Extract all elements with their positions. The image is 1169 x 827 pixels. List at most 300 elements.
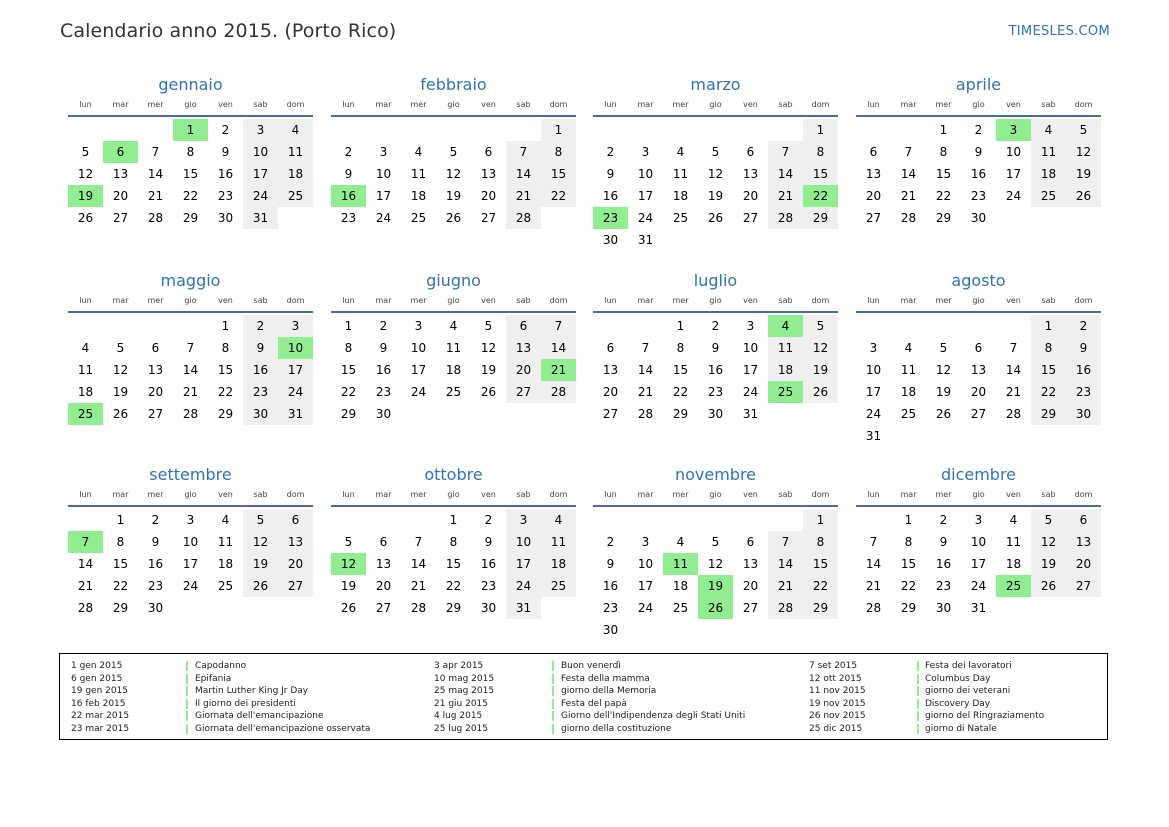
day-cell: 2 xyxy=(151,513,160,527)
day-cell: 5 xyxy=(1066,119,1101,141)
day-cell: 25 xyxy=(541,575,576,597)
day-cell: 5 xyxy=(484,319,493,333)
weekday-header xyxy=(856,98,1101,112)
day-cell: 30 xyxy=(147,601,164,615)
day-cell-empty xyxy=(506,119,541,141)
weekday-label: mar xyxy=(375,490,392,499)
weekday-label: sab xyxy=(516,296,531,305)
legend-holiday-name: giorno di Natale xyxy=(925,723,997,734)
month-gennaio xyxy=(68,74,313,229)
day-grid xyxy=(68,119,313,229)
day-cell-empty xyxy=(628,509,663,531)
weekday-label: mer xyxy=(935,296,952,305)
day-cell-empty xyxy=(471,119,506,141)
day-cell: 23 xyxy=(243,381,278,403)
day-cell: 30 xyxy=(970,211,987,225)
day-cell: 24 xyxy=(742,385,759,399)
day-cell: 19 xyxy=(803,359,838,381)
weekday-label: sab xyxy=(778,490,793,499)
day-cell: 6 xyxy=(606,341,615,355)
day-cell: 18 xyxy=(672,189,689,203)
day-cell: 23 xyxy=(480,579,497,593)
holiday-legend xyxy=(59,653,1108,740)
day-cell: 26 xyxy=(1031,575,1066,597)
day-cell-empty xyxy=(768,509,803,531)
day-cell: 7 xyxy=(186,341,195,355)
day-cell: 10 xyxy=(742,341,759,355)
weekday-label: sab xyxy=(253,296,268,305)
day-cell: 22 xyxy=(217,385,234,399)
weekday-label: mar xyxy=(637,296,654,305)
day-cell-empty xyxy=(856,315,891,337)
day-cell: 29 xyxy=(1031,403,1066,425)
day-cell: 17 xyxy=(375,189,392,203)
weekday-label: dom xyxy=(811,296,830,305)
weekday-label: gio xyxy=(184,296,197,305)
day-cell: 20 xyxy=(480,189,497,203)
legend-date: 22 mar 2015 xyxy=(71,711,130,722)
day-cell: 28 xyxy=(637,407,654,421)
day-cell: 4 xyxy=(1031,119,1066,141)
day-cell: 14 xyxy=(1005,363,1022,377)
holiday-marker xyxy=(917,686,919,696)
day-cell-empty xyxy=(68,315,103,337)
day-cell: 15 xyxy=(803,553,838,575)
day-cell: 3 xyxy=(379,145,388,159)
day-cell: 11 xyxy=(1031,141,1066,163)
day-cell: 19 xyxy=(1031,553,1066,575)
day-cell-holiday: 25 xyxy=(768,381,803,403)
month-dicembre xyxy=(856,464,1101,619)
weekday-label: gio xyxy=(709,296,722,305)
day-cell: 20 xyxy=(147,385,164,399)
day-cell: 25 xyxy=(672,211,689,225)
day-cell: 2 xyxy=(243,315,278,337)
weekday-label: mer xyxy=(410,296,427,305)
day-cell: 21 xyxy=(900,189,917,203)
month-luglio xyxy=(593,270,838,425)
day-cell: 7 xyxy=(768,531,803,553)
day-cell: 12 xyxy=(112,363,129,377)
weekday-label: mar xyxy=(900,296,917,305)
day-cell: 22 xyxy=(112,579,129,593)
weekday-label: dom xyxy=(1074,296,1093,305)
day-cell: 23 xyxy=(602,601,619,615)
day-cell: 8 xyxy=(221,341,230,355)
day-cell: 13 xyxy=(506,337,541,359)
weekday-header xyxy=(331,98,576,112)
weekday-label: lun xyxy=(342,100,355,109)
day-cell: 7 xyxy=(506,141,541,163)
day-cell: 17 xyxy=(1005,167,1022,181)
day-cell: 20 xyxy=(970,385,987,399)
legend-date: 12 ott 2015 xyxy=(809,673,862,684)
day-cell: 8 xyxy=(449,535,458,549)
day-cell: 9 xyxy=(221,145,230,159)
month-divider xyxy=(593,311,838,313)
day-cell: 3 xyxy=(506,509,541,531)
legend-date: 21 giu 2015 xyxy=(434,698,488,709)
day-cell: 22 xyxy=(935,189,952,203)
day-cell: 26 xyxy=(803,381,838,403)
holiday-marker xyxy=(917,724,919,734)
weekday-label: ven xyxy=(1006,100,1021,109)
day-cell: 15 xyxy=(1031,359,1066,381)
day-cell: 27 xyxy=(147,407,164,421)
day-grid xyxy=(593,315,838,425)
day-cell: 22 xyxy=(900,579,917,593)
weekday-label: gio xyxy=(972,490,985,499)
day-cell: 19 xyxy=(112,385,129,399)
weekday-label: lun xyxy=(342,490,355,499)
day-cell: 20 xyxy=(1066,553,1101,575)
day-cell: 11 xyxy=(541,531,576,553)
day-cell: 4 xyxy=(676,145,685,159)
day-cell: 13 xyxy=(742,167,759,181)
day-cell: 16 xyxy=(243,359,278,381)
day-cell: 7 xyxy=(869,535,878,549)
weekday-label: dom xyxy=(549,490,568,499)
day-cell: 5 xyxy=(1031,509,1066,531)
day-cell: 14 xyxy=(541,337,576,359)
day-cell: 11 xyxy=(900,363,917,377)
month-giugno xyxy=(331,270,576,425)
weekday-header xyxy=(593,488,838,502)
day-cell: 13 xyxy=(1066,531,1101,553)
day-cell: 20 xyxy=(865,189,882,203)
day-cell: 28 xyxy=(506,207,541,229)
day-cell: 8 xyxy=(803,531,838,553)
weekday-label: dom xyxy=(1074,490,1093,499)
month-divider xyxy=(593,115,838,117)
weekday-label: mer xyxy=(410,490,427,499)
legend-date: 25 lug 2015 xyxy=(434,723,488,734)
day-cell: 14 xyxy=(77,557,94,571)
day-cell-empty xyxy=(138,119,173,141)
day-cell: 28 xyxy=(1005,407,1022,421)
day-cell: 17 xyxy=(243,163,278,185)
day-cell: 2 xyxy=(974,123,983,137)
day-cell: 27 xyxy=(112,211,129,225)
weekday-label: mar xyxy=(375,296,392,305)
day-grid xyxy=(331,119,576,229)
day-cell: 16 xyxy=(1066,359,1101,381)
month-aprile xyxy=(856,74,1101,229)
legend-row xyxy=(60,660,1107,673)
legend-date: 19 gen 2015 xyxy=(71,686,129,697)
day-cell: 26 xyxy=(707,211,724,225)
day-cell-empty xyxy=(366,509,401,531)
day-cell: 21 xyxy=(768,575,803,597)
weekday-header xyxy=(331,488,576,502)
day-cell-empty xyxy=(138,315,173,337)
weekday-label: sab xyxy=(516,100,531,109)
day-cell: 24 xyxy=(410,385,427,399)
legend-date: 23 mar 2015 xyxy=(71,723,130,734)
legend-holiday-name: Columbus Day xyxy=(925,673,991,684)
weekday-label: lun xyxy=(79,296,92,305)
day-cell: 19 xyxy=(1066,163,1101,185)
day-cell: 22 xyxy=(541,185,576,207)
day-cell-empty xyxy=(628,315,663,337)
legend-date: 16 feb 2015 xyxy=(71,698,126,709)
day-cell: 23 xyxy=(375,385,392,399)
day-cell: 17 xyxy=(410,363,427,377)
day-cell: 27 xyxy=(278,575,313,597)
day-cell: 12 xyxy=(707,557,724,571)
day-cell: 6 xyxy=(506,315,541,337)
day-cell: 8 xyxy=(803,141,838,163)
day-cell: 9 xyxy=(606,167,615,181)
month-divider xyxy=(856,505,1101,507)
day-cell: 8 xyxy=(904,535,913,549)
day-cell: 21 xyxy=(147,189,164,203)
day-cell: 20 xyxy=(112,189,129,203)
day-cell: 12 xyxy=(1066,141,1101,163)
month-name: settembre xyxy=(149,465,232,484)
legend-row xyxy=(60,723,1107,736)
day-cell: 2 xyxy=(221,123,230,137)
day-cell: 3 xyxy=(243,119,278,141)
day-cell: 7 xyxy=(541,315,576,337)
day-cell: 29 xyxy=(182,211,199,225)
weekday-label: ven xyxy=(481,490,496,499)
day-cell: 30 xyxy=(1066,403,1101,425)
day-cell: 9 xyxy=(1066,337,1101,359)
weekday-label: mer xyxy=(935,490,952,499)
legend-date: 26 nov 2015 xyxy=(809,711,866,722)
weekday-label: mar xyxy=(375,100,392,109)
weekday-header xyxy=(856,294,1101,308)
day-cell: 27 xyxy=(375,601,392,615)
day-cell: 28 xyxy=(182,407,199,421)
day-cell-holiday: 26 xyxy=(698,597,733,619)
day-cell: 19 xyxy=(243,553,278,575)
day-cell: 1 xyxy=(541,119,576,141)
weekday-label: gio xyxy=(972,100,985,109)
day-cell-empty xyxy=(593,509,628,531)
month-name: maggio xyxy=(160,271,221,290)
day-cell: 23 xyxy=(340,211,357,225)
day-grid xyxy=(68,509,313,619)
day-cell: 31 xyxy=(637,233,654,247)
day-cell: 4 xyxy=(904,341,913,355)
day-cell-holiday: 19 xyxy=(698,575,733,597)
day-cell: 14 xyxy=(147,167,164,181)
day-cell: 20 xyxy=(278,553,313,575)
day-cell: 10 xyxy=(865,363,882,377)
weekday-label: mer xyxy=(147,490,164,499)
day-cell-empty xyxy=(926,315,961,337)
day-cell: 10 xyxy=(243,141,278,163)
day-cell-empty xyxy=(593,315,628,337)
day-cell: 23 xyxy=(147,579,164,593)
day-cell: 16 xyxy=(602,189,619,203)
legend-holiday-name: Epifania xyxy=(195,673,232,684)
day-cell: 6 xyxy=(151,341,160,355)
day-cell: 31 xyxy=(865,429,882,443)
day-cell: 29 xyxy=(217,407,234,421)
weekday-label: lun xyxy=(604,296,617,305)
day-cell-holiday: 6 xyxy=(103,141,138,163)
day-cell: 17 xyxy=(742,363,759,377)
day-cell: 28 xyxy=(865,601,882,615)
weekday-label: mer xyxy=(672,296,689,305)
weekday-label: lun xyxy=(604,490,617,499)
day-cell: 18 xyxy=(1005,557,1022,571)
day-grid xyxy=(593,119,838,251)
day-cell: 22 xyxy=(672,385,689,399)
legend-date: 11 nov 2015 xyxy=(809,686,866,697)
day-cell: 29 xyxy=(900,601,917,615)
day-cell: 19 xyxy=(935,385,952,399)
day-cell: 4 xyxy=(414,145,423,159)
day-cell: 10 xyxy=(970,535,987,549)
day-cell: 30 xyxy=(480,601,497,615)
day-cell: 12 xyxy=(803,337,838,359)
day-cell: 20 xyxy=(742,189,759,203)
day-cell-empty xyxy=(768,119,803,141)
day-cell: 18 xyxy=(217,557,234,571)
legend-date: 25 mag 2015 xyxy=(434,686,495,697)
day-cell: 4 xyxy=(541,509,576,531)
day-cell: 18 xyxy=(278,163,313,185)
day-cell: 4 xyxy=(221,513,230,527)
day-cell: 17 xyxy=(182,557,199,571)
weekday-label: gio xyxy=(184,100,197,109)
weekday-header xyxy=(68,488,313,502)
day-cell: 31 xyxy=(742,407,759,421)
day-cell: 9 xyxy=(379,341,388,355)
day-cell-holiday: 23 xyxy=(593,207,628,229)
legend-date: 10 mag 2015 xyxy=(434,673,495,684)
day-cell-empty xyxy=(401,509,436,531)
day-cell: 20 xyxy=(742,579,759,593)
month-name: ottobre xyxy=(424,465,483,484)
day-cell: 18 xyxy=(410,189,427,203)
day-cell: 14 xyxy=(768,163,803,185)
legend-date: 19 nov 2015 xyxy=(809,698,866,709)
legend-date: 7 set 2015 xyxy=(809,661,858,671)
day-cell: 17 xyxy=(506,553,541,575)
day-cell-holiday: 3 xyxy=(996,119,1031,141)
day-cell: 6 xyxy=(278,509,313,531)
day-cell: 3 xyxy=(641,535,650,549)
month-agosto xyxy=(856,270,1101,447)
day-cell: 25 xyxy=(900,407,917,421)
day-cell: 1 xyxy=(803,119,838,141)
day-cell: 13 xyxy=(375,557,392,571)
weekday-label: mar xyxy=(637,100,654,109)
brand-link[interactable]: TIMESLES.COM xyxy=(1008,24,1110,39)
day-cell: 12 xyxy=(480,341,497,355)
day-cell: 4 xyxy=(1009,513,1018,527)
day-cell-holiday: 22 xyxy=(803,185,838,207)
month-divider xyxy=(68,115,313,117)
day-cell: 24 xyxy=(865,407,882,421)
day-cell: 20 xyxy=(506,359,541,381)
day-cell: 10 xyxy=(1005,145,1022,159)
month-divider xyxy=(331,115,576,117)
day-cell: 25 xyxy=(217,579,234,593)
day-cell: 2 xyxy=(484,513,493,527)
day-cell: 12 xyxy=(935,363,952,377)
day-cell: 21 xyxy=(182,385,199,399)
day-cell: 26 xyxy=(1066,185,1101,207)
day-cell: 31 xyxy=(278,403,313,425)
day-cell: 16 xyxy=(935,557,952,571)
weekday-label: gio xyxy=(447,490,460,499)
month-name: novembre xyxy=(674,465,757,484)
weekday-label: lun xyxy=(79,490,92,499)
day-grid xyxy=(331,509,576,619)
day-cell: 29 xyxy=(112,601,129,615)
day-cell: 29 xyxy=(803,597,838,619)
day-cell-empty xyxy=(68,509,103,531)
day-cell: 10 xyxy=(506,531,541,553)
day-cell: 15 xyxy=(900,557,917,571)
day-cell: 30 xyxy=(602,623,619,637)
weekday-label: mar xyxy=(900,490,917,499)
weekday-label: lun xyxy=(867,490,880,499)
day-cell: 30 xyxy=(243,403,278,425)
day-cell-holiday: 16 xyxy=(331,185,366,207)
day-cell: 6 xyxy=(379,535,388,549)
legend-date: 6 gen 2015 xyxy=(71,673,123,684)
day-cell: 24 xyxy=(637,601,654,615)
day-cell-empty xyxy=(961,315,996,337)
weekday-label: ven xyxy=(1006,296,1021,305)
weekday-label: dom xyxy=(549,296,568,305)
day-cell: 25 xyxy=(445,385,462,399)
day-cell: 26 xyxy=(445,211,462,225)
weekday-label: mer xyxy=(672,100,689,109)
day-cell: 5 xyxy=(711,535,720,549)
day-cell: 3 xyxy=(414,319,423,333)
day-cell: 14 xyxy=(768,553,803,575)
weekday-label: dom xyxy=(1074,100,1093,109)
day-cell: 23 xyxy=(1066,381,1101,403)
legend-date: 1 gen 2015 xyxy=(71,661,123,671)
day-cell: 1 xyxy=(116,513,125,527)
legend-date: 25 dic 2015 xyxy=(809,723,863,734)
day-cell-empty xyxy=(103,315,138,337)
day-cell: 27 xyxy=(742,211,759,225)
day-cell-holiday: 10 xyxy=(278,337,313,359)
weekday-label: mer xyxy=(410,100,427,109)
legend-holiday-name: giorno del Ringraziamento xyxy=(925,711,1045,722)
day-cell: 19 xyxy=(480,363,497,377)
legend-holiday-name: Buon venerdì xyxy=(561,661,621,671)
day-cell-holiday: 19 xyxy=(68,185,103,207)
legend-holiday-name: giorno della Memoria xyxy=(561,686,657,697)
day-cell: 17 xyxy=(865,385,882,399)
day-cell: 12 xyxy=(1031,531,1066,553)
day-cell: 25 xyxy=(672,601,689,615)
day-cell: 7 xyxy=(414,535,423,549)
day-cell: 22 xyxy=(1031,381,1066,403)
day-cell: 13 xyxy=(480,167,497,181)
month-divider xyxy=(331,311,576,313)
legend-row xyxy=(60,685,1107,698)
day-cell-empty xyxy=(733,119,768,141)
holiday-marker xyxy=(917,711,919,721)
legend-holiday-name: Festa dei lavoratori xyxy=(925,661,1012,671)
day-cell: 3 xyxy=(641,145,650,159)
weekday-label: ven xyxy=(743,490,758,499)
legend-date: 3 apr 2015 xyxy=(434,661,484,671)
day-cell: 27 xyxy=(970,407,987,421)
